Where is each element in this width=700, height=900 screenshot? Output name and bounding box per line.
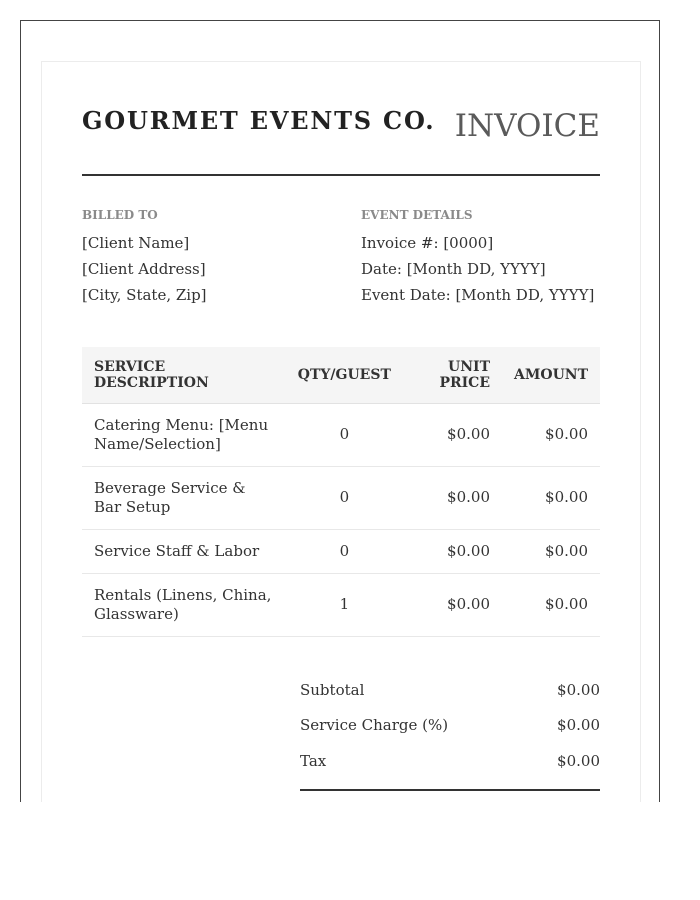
services-table — [82, 347, 600, 637]
event-date: Event Date: [Month DD, YYYY] — [361, 286, 595, 304]
table-row — [82, 573, 600, 636]
header-unit-price-line2: PRICE — [439, 374, 490, 391]
row-unit-price: $0.00 — [403, 466, 502, 529]
row-qty: 1 — [286, 573, 403, 636]
row-description: Catering Menu: [Menu Name/Selection] — [82, 403, 286, 466]
invoice-sheet — [41, 61, 641, 802]
document-frame — [20, 20, 660, 802]
header-qty-guest: QTY/GUEST — [286, 347, 403, 403]
row-description: Beverage Service & Bar Setup — [82, 466, 286, 529]
row-amount: $0.00 — [502, 573, 600, 636]
totals-section — [300, 672, 600, 802]
row-amount: $0.00 — [502, 403, 600, 466]
client-city-state-zip: [City, State, Zip] — [82, 286, 207, 304]
tax-value: $0.00 — [557, 751, 600, 770]
invoice-number: Invoice #: [0000] — [361, 234, 494, 252]
row-unit-price: $0.00 — [403, 529, 502, 573]
subtotal-row — [300, 672, 600, 708]
invoice-title: INVOICE — [454, 108, 600, 144]
row-amount: $0.00 — [502, 529, 600, 573]
service-charge-value: $0.00 — [557, 716, 600, 735]
tax-label: Tax — [300, 751, 327, 770]
header-divider — [82, 174, 600, 176]
table-header-row — [82, 347, 600, 403]
billed-to-heading: BILLED TO — [82, 208, 158, 222]
row-qty: 0 — [286, 466, 403, 529]
table-row — [82, 529, 600, 573]
row-qty: 0 — [286, 403, 403, 466]
service-charge-row — [300, 708, 600, 744]
table-row — [82, 466, 600, 529]
client-address: [Client Address] — [82, 260, 206, 278]
client-name: [Client Name] — [82, 234, 190, 252]
billed-to-section — [82, 208, 207, 308]
company-name: GOURMET EVENTS CO. — [82, 106, 436, 135]
subtotal-value: $0.00 — [557, 680, 600, 699]
row-unit-price: $0.00 — [403, 403, 502, 466]
row-unit-price: $0.00 — [403, 573, 502, 636]
event-details-section — [361, 208, 594, 308]
totals-divider — [300, 789, 600, 791]
header-unit-price-line1: UNIT — [448, 358, 490, 375]
row-description: Service Staff & Labor — [82, 529, 286, 573]
row-amount: $0.00 — [502, 466, 600, 529]
header-amount: AMOUNT — [502, 347, 600, 403]
table-row — [82, 403, 600, 466]
tax-row — [300, 743, 600, 779]
subtotal-label: Subtotal — [300, 680, 365, 699]
service-charge-label: Service Charge (%) — [300, 716, 449, 735]
row-qty: 0 — [286, 529, 403, 573]
event-details-heading: EVENT DETAILS — [361, 208, 473, 222]
invoice-date: Date: [Month DD, YYYY] — [361, 260, 546, 278]
row-description: Rentals (Linens, China, Glassware) — [82, 573, 286, 636]
header-service-description: SERVICE DESCRIPTION — [82, 347, 286, 403]
header-unit-price — [403, 347, 502, 403]
